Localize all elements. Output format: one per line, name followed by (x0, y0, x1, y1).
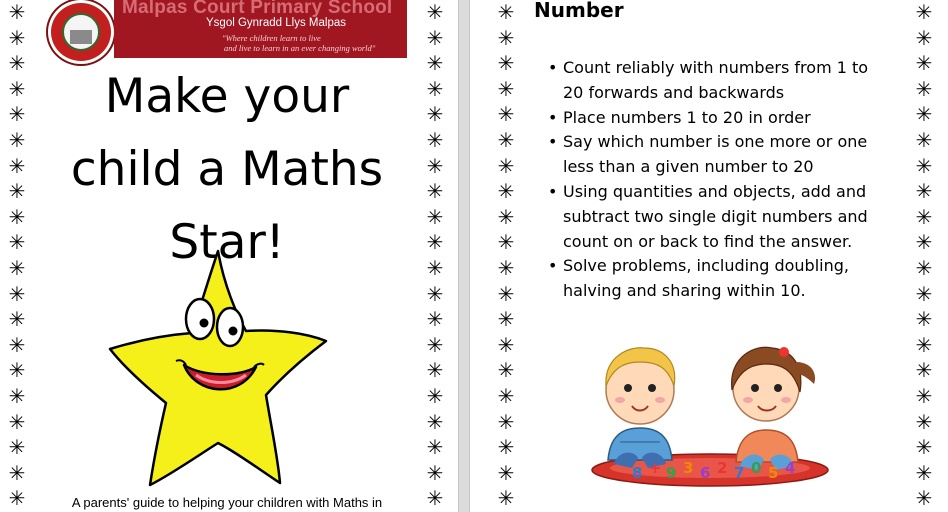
border-asterisk-icon: ✳ (8, 307, 26, 332)
border-asterisk-icon: ✳ (497, 255, 515, 280)
border-asterisk-icon: ✳ (497, 76, 515, 101)
list-item: • Count reliably with numbers from 1 to 20 forwards and backwards (548, 58, 869, 102)
border-asterisk-icon: ✳ (8, 486, 26, 511)
border-asterisk-icon: ✳ (915, 51, 933, 76)
border-asterisk-icon: ✳ (915, 435, 933, 460)
border-asterisk-icon: ✳ (497, 307, 515, 332)
border-asterisk-icon: ✳ (497, 383, 515, 408)
border-asterisk-icon: ✳ (426, 435, 444, 460)
left-pupil (200, 319, 209, 328)
border-asterisk-icon: ✳ (915, 255, 933, 280)
border-asterisk-icon: ✳ (426, 460, 444, 485)
mat-number: 5 (768, 464, 779, 482)
school-crest-logo (48, 0, 114, 64)
border-asterisk-icon: ✳ (915, 307, 933, 332)
page-gap (458, 0, 470, 512)
right-page (470, 0, 948, 512)
border-asterisk-icon: ✳ (426, 281, 444, 306)
border-asterisk-icon: ✳ (915, 179, 933, 204)
border-asterisk-icon: ✳ (426, 486, 444, 511)
border-asterisk-icon: ✳ (915, 409, 933, 434)
border-asterisk-icon: ✳ (915, 25, 933, 50)
title-line-2: child a Maths (70, 142, 384, 197)
border-asterisk-icon: ✳ (915, 383, 933, 408)
star-shape (110, 251, 326, 485)
border-asterisk-icon: ✳ (8, 409, 26, 434)
border-asterisk-icon: ✳ (497, 51, 515, 76)
border-asterisk-icon: ✳ (8, 435, 26, 460)
border-asterisk-icon: ✳ (8, 153, 26, 178)
mat-number: 9 (666, 464, 677, 482)
border-asterisk-icon: ✳ (497, 179, 515, 204)
border-asterisk-icon: ✳ (426, 383, 444, 408)
border-asterisk-icon: ✳ (426, 0, 444, 24)
border-asterisk-icon: ✳ (426, 51, 444, 76)
border-asterisk-icon: ✳ (426, 307, 444, 332)
border-asterisk-icon: ✳ (497, 486, 515, 511)
border-asterisk-icon: ✳ (497, 358, 515, 383)
mat-number: 8 (632, 464, 643, 482)
border-asterisk-icon: ✳ (915, 486, 933, 511)
section-heading-number: Number (534, 0, 624, 22)
border-asterisk-icon: ✳ (915, 460, 933, 485)
border-asterisk-icon: ✳ (497, 204, 515, 229)
border-asterisk-icon: ✳ (426, 230, 444, 255)
border-asterisk-icon: ✳ (426, 127, 444, 152)
border-asterisk-icon: ✳ (8, 230, 26, 255)
border-asterisk-icon: ✳ (8, 332, 26, 357)
border-asterisk-icon: ✳ (915, 0, 933, 24)
border-asterisk-icon: ✳ (426, 102, 444, 127)
border-asterisk-icon: ✳ (8, 102, 26, 127)
border-asterisk-icon: ✳ (497, 127, 515, 152)
school-motto (222, 33, 375, 53)
border-asterisk-icon: ✳ (8, 76, 26, 101)
border-asterisk-icon: ✳ (915, 204, 933, 229)
learning-objectives-list (548, 56, 894, 304)
border-asterisk-icon: ✳ (426, 25, 444, 50)
border-asterisk-icon: ✳ (426, 332, 444, 357)
border-asterisk-icon: ✳ (8, 255, 26, 280)
list-item: • Solve problems, including doubling, halving and sharing within 10. (548, 256, 849, 301)
title-line-1: Make your (104, 69, 350, 124)
border-asterisk-icon: ✳ (8, 25, 26, 50)
border-asterisk-icon: ✳ (497, 435, 515, 460)
border-asterisk-icon: ✳ (8, 460, 26, 485)
border-asterisk-icon: ✳ (8, 127, 26, 152)
list-item: • Place numbers 1 to 20 in order (548, 107, 811, 127)
border-asterisk-icon: ✳ (497, 409, 515, 434)
left-page-border-right (424, 0, 446, 512)
border-asterisk-icon: ✳ (497, 332, 515, 357)
border-asterisk-icon: ✳ (426, 409, 444, 434)
right-page-border-left (495, 0, 517, 512)
border-asterisk-icon: ✳ (426, 179, 444, 204)
border-asterisk-icon: ✳ (915, 281, 933, 306)
guide-subtitle: A parents' guide to helping your children with Maths in (71, 495, 383, 510)
border-asterisk-icon: ✳ (497, 0, 515, 24)
title-line-3: Star! (169, 215, 285, 270)
border-asterisk-icon: ✳ (426, 153, 444, 178)
boy-figure (606, 348, 675, 468)
border-asterisk-icon: ✳ (915, 332, 933, 357)
border-asterisk-icon: ✳ (8, 179, 26, 204)
border-asterisk-icon: ✳ (497, 281, 515, 306)
border-asterisk-icon: ✳ (426, 76, 444, 101)
right-pupil (229, 327, 238, 336)
mat-number: 4 (785, 459, 796, 477)
border-asterisk-icon: ✳ (426, 255, 444, 280)
mat-number: 6 (700, 464, 711, 482)
border-asterisk-icon: ✳ (915, 230, 933, 255)
border-asterisk-icon: ✳ (915, 127, 933, 152)
left-page-border-left (6, 0, 28, 512)
border-asterisk-icon: ✳ (8, 51, 26, 76)
list-item: • Say which number is one more or one less than a given number to 20 (548, 132, 868, 177)
border-asterisk-icon: ✳ (915, 76, 933, 101)
school-motto-line-2: and live to learn in an ever changing world" (224, 43, 376, 53)
border-asterisk-icon: ✳ (8, 358, 26, 383)
border-asterisk-icon: ✳ (497, 102, 515, 127)
border-asterisk-icon: ✳ (915, 102, 933, 127)
mat-number: 7 (734, 464, 745, 482)
school-banner (114, 0, 407, 58)
border-asterisk-icon: ✳ (915, 153, 933, 178)
school-motto-line-1: "Where children learn to live (222, 33, 321, 43)
mat-number: 3 (683, 459, 694, 477)
mat-number: 2 (717, 459, 728, 477)
school-welsh-name: Ysgol Gynradd Llys Malpas (206, 17, 346, 29)
border-asterisk-icon: ✳ (497, 460, 515, 485)
right-eye (217, 308, 243, 346)
girl-figure (732, 347, 815, 470)
border-asterisk-icon: ✳ (497, 153, 515, 178)
border-asterisk-icon: ✳ (497, 25, 515, 50)
children-counting-illustration (590, 332, 830, 492)
border-asterisk-icon: ✳ (8, 281, 26, 306)
right-page-border-right (913, 0, 935, 512)
border-asterisk-icon: ✳ (8, 204, 26, 229)
list-item: • Using quantities and objects, add and subtract two single digit numbers and count on or back to find the answer. (548, 181, 868, 251)
left-eye (186, 299, 214, 339)
school-name: Malpas Court Primary School (122, 0, 393, 18)
border-asterisk-icon: ✳ (915, 358, 933, 383)
border-asterisk-icon: ✳ (426, 358, 444, 383)
border-asterisk-icon: ✳ (497, 230, 515, 255)
mat-number: + (649, 459, 662, 477)
border-asterisk-icon: ✳ (426, 204, 444, 229)
border-asterisk-icon: ✳ (8, 383, 26, 408)
mat-number: 0 (751, 459, 762, 477)
border-asterisk-icon: ✳ (8, 0, 26, 24)
smiling-star-illustration (100, 245, 332, 493)
left-page (0, 0, 458, 512)
